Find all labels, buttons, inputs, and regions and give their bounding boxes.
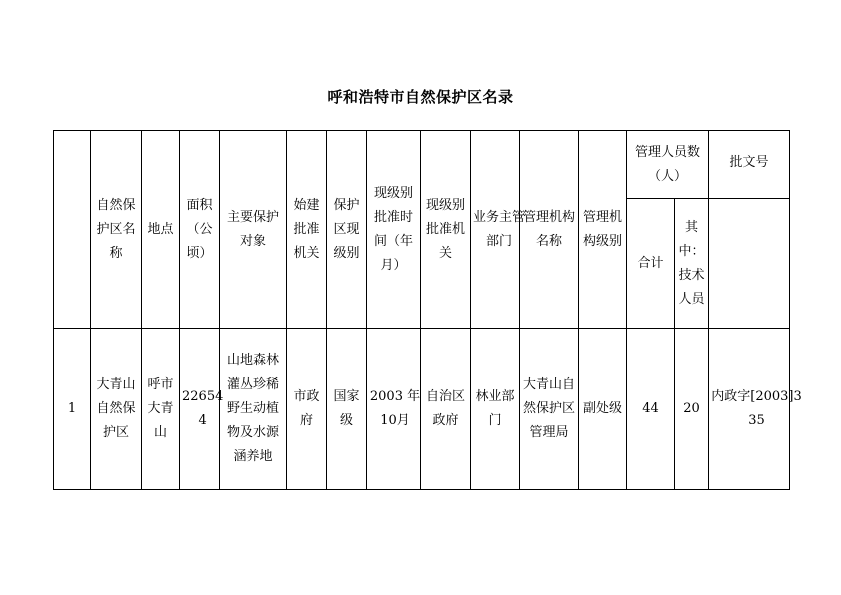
header-targets: 主要保护对象 bbox=[220, 131, 287, 329]
header-approval-org: 现级别批准机关 bbox=[421, 131, 471, 329]
header-staff: 管理人员数（人） bbox=[627, 131, 709, 199]
table-row bbox=[54, 329, 790, 490]
header-index bbox=[54, 131, 91, 329]
header-approval-time: 现级别批准时间（年月） bbox=[367, 131, 421, 329]
cell-no: 1 bbox=[54, 329, 91, 490]
cell-name: 大青山自然保护区 bbox=[91, 329, 142, 490]
header-doc-no: 批文号 bbox=[709, 131, 790, 199]
header-dept: 业务主管部门 bbox=[471, 131, 520, 329]
cell-doc-no: 内政字[2003]335 bbox=[709, 329, 790, 490]
header-location: 地点 bbox=[142, 131, 180, 329]
cell-current-level: 国家级 bbox=[327, 329, 367, 490]
header-mgmt-level: 管理机构级别 bbox=[579, 131, 627, 329]
cell-first-approval: 市政府 bbox=[287, 329, 327, 490]
header-total: 合计 bbox=[627, 199, 675, 329]
header-first-approval: 始建批准机关 bbox=[287, 131, 327, 329]
header-name: 自然保护区名称 bbox=[91, 131, 142, 329]
header-area: 面积（公顷） bbox=[180, 131, 220, 329]
cell-dept: 林业部门 bbox=[471, 329, 520, 490]
cell-area: 226544 bbox=[180, 329, 220, 490]
header-tech: 其中：技术人员 bbox=[675, 199, 709, 329]
page-title: 呼和浩特市自然保护区名录 bbox=[327, 88, 514, 106]
header-current-level: 保护区现级别 bbox=[327, 131, 367, 329]
cell-tech: 20 bbox=[675, 329, 709, 490]
cell-mgmt-name: 大青山自然保护区管理局 bbox=[520, 329, 579, 490]
cell-approval-time: 2003 年10月 bbox=[367, 329, 421, 490]
header-blank bbox=[709, 199, 790, 329]
header-mgmt-name: 管理机构名称 bbox=[520, 131, 579, 329]
cell-location: 呼市大青山 bbox=[142, 329, 180, 490]
cell-total: 44 bbox=[627, 329, 675, 490]
cell-mgmt-level: 副处级 bbox=[579, 329, 627, 490]
cell-approval-org: 自治区政府 bbox=[421, 329, 471, 490]
reserve-table bbox=[53, 130, 802, 490]
cell-targets: 山地森林灌丛珍稀野生动植物及水源涵养地 bbox=[220, 329, 287, 490]
